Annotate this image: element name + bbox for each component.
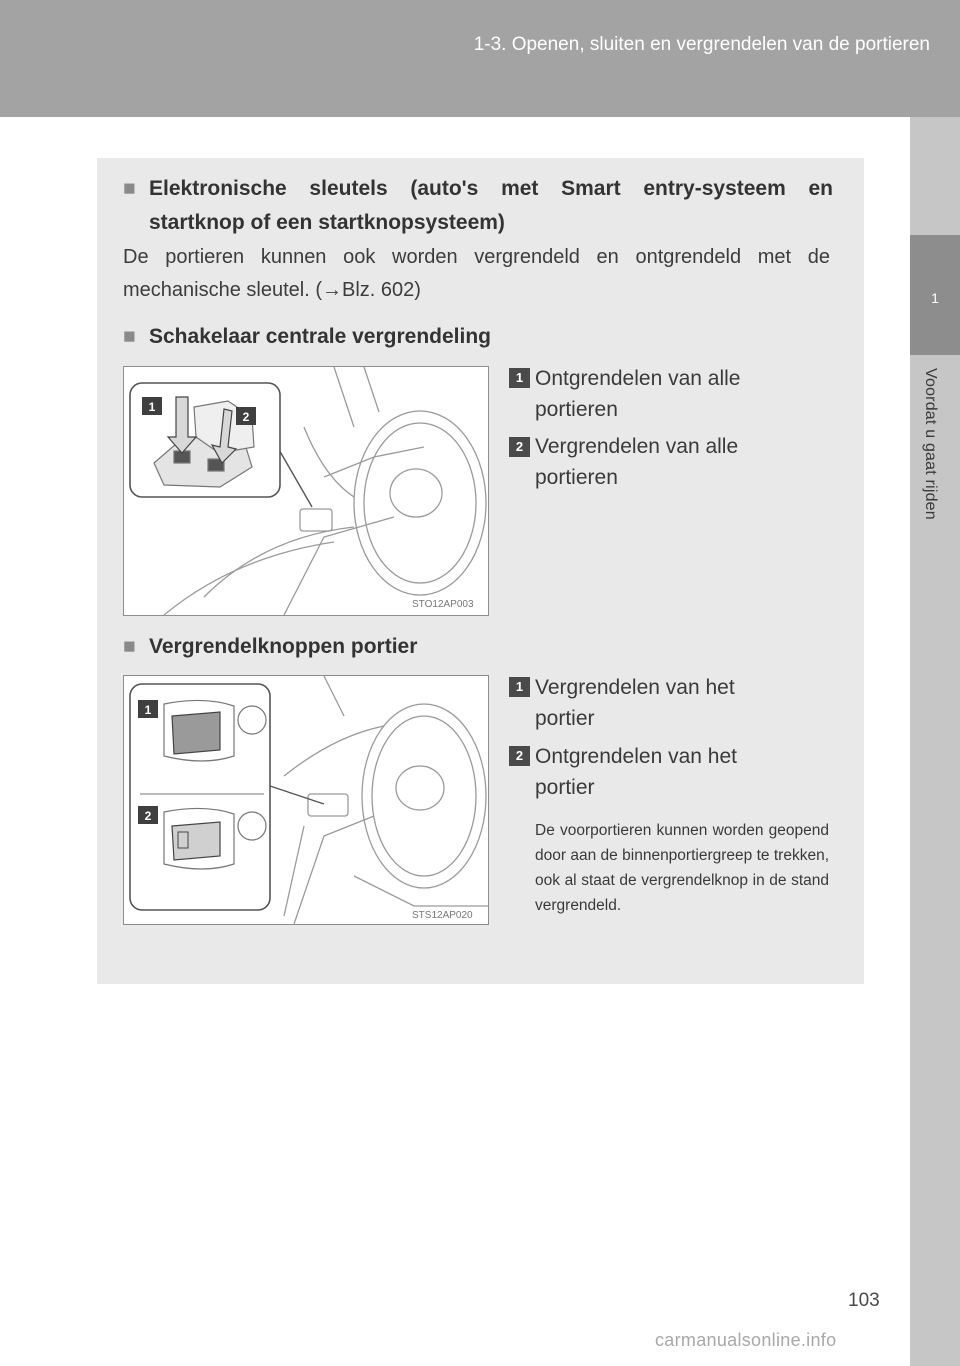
svg-text:2: 2 bbox=[144, 809, 152, 823]
figure-code: STO12AP003 bbox=[412, 599, 474, 610]
page-header bbox=[0, 0, 960, 117]
paragraph-mechanical-key: De portieren kunnen ook worden vergrendeld en ontgrendeld met de mechanische sleutel. (→Blz. 602) bbox=[123, 246, 830, 301]
section-heading-electronic-keys bbox=[123, 172, 833, 240]
number-badge: 2 bbox=[509, 437, 530, 457]
svg-text:2: 2 bbox=[242, 410, 250, 424]
figure-code: STS12AP020 bbox=[412, 910, 473, 921]
page-number: 103 bbox=[848, 1290, 880, 1311]
note-text: De voorportieren kunnen worden geopend door aan de binnenportiergreep te trekken, ook al staat de vergrendelknop in de stand vergrendeld. bbox=[535, 822, 829, 914]
heading-line: Elektronische sleutels (auto's met Smart entry-systeem en bbox=[149, 177, 833, 200]
section-heading-central-lock: ■ Schakelaar centrale vergrendeling bbox=[123, 320, 491, 354]
number-badge: 2 bbox=[509, 746, 530, 766]
list-item: Vergrendelen van alle portieren bbox=[535, 435, 739, 489]
heading-bullet-icon: ■ bbox=[123, 325, 136, 348]
side-tab-label: Voordat u gaat rijden bbox=[922, 368, 939, 520]
watermark: carmanualsonline.info bbox=[655, 1330, 837, 1350]
list-item: Ontgrendelen van alle portieren bbox=[535, 367, 741, 421]
dashboard-illustration bbox=[124, 367, 488, 615]
figure-door-lock-buttons bbox=[123, 675, 489, 925]
number-badge: 1 bbox=[509, 368, 530, 388]
section-heading-lock-buttons: ■ Vergrendelknoppen portier bbox=[123, 630, 417, 664]
heading-bullet-icon: ■ bbox=[123, 177, 136, 200]
heading-bullet-icon: ■ bbox=[123, 635, 136, 658]
door-illustration bbox=[124, 676, 488, 924]
figure-central-lock-switch bbox=[123, 366, 489, 616]
side-tab-number: 1 bbox=[931, 290, 939, 306]
list-item: Vergrendelen van het portier bbox=[535, 676, 735, 730]
svg-text:1: 1 bbox=[144, 703, 152, 717]
number-badge: 1 bbox=[509, 677, 530, 697]
list-item: Ontgrendelen van het portier bbox=[535, 745, 737, 799]
chapter-title: 1-3. Openen, sluiten en vergrendelen van de portieren bbox=[473, 34, 930, 55]
svg-text:1: 1 bbox=[148, 400, 156, 414]
heading-line: startknop of een startknopsysteem) bbox=[149, 211, 505, 234]
